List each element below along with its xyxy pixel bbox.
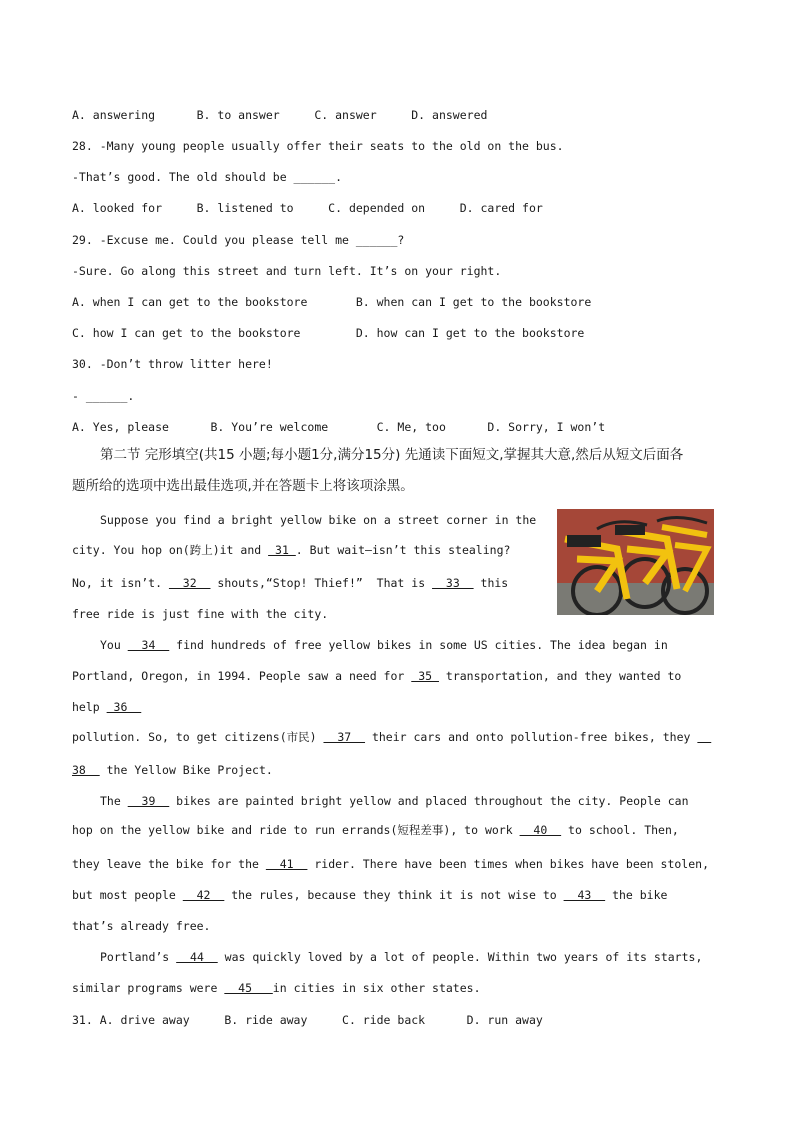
q28-options: A. looked for B. listened to C. depended on D. cared for [72, 201, 543, 215]
section-instructions: 题所给的选项中选出最佳选项,并在答题卡上将该项涂黑。 [72, 478, 414, 494]
passage-line: they leave the bike for the 41 rider. There have been times when bikes have been stolen, [72, 857, 709, 871]
passage-line: No, it isn’t. 32 shouts,“Stop! Thief!” That is 33 this [72, 576, 509, 590]
q27-options: A. answering B. to answer C. answer D. answered [72, 108, 488, 122]
passage-line: Portland, Oregon, in 1994. People saw a need for 35 transportation, and they wanted to [72, 669, 682, 683]
passage-line: that’s already free. [72, 919, 211, 933]
passage-line: similar programs were 45 in cities in six other states. [72, 981, 481, 995]
passage-line: city. You hop on(跨上)it and 31 . But wait—isn’t this stealing? [72, 543, 511, 557]
blank-34: 34 [127, 638, 170, 652]
yellow-bike-photo [557, 509, 714, 615]
blank-31: 31 [268, 543, 296, 557]
q29-options-ab: A. when I can get to the bookstore B. when can I get to the bookstore [72, 295, 592, 309]
passage-line: pollution. So, to get citizens(市民) 37 their cars and onto pollution-free bikes, they [72, 729, 711, 745]
q30-options: A. Yes, please B. You’re welcome C. Me, too D. Sorry, I won’t [72, 420, 606, 434]
blank-45: 45 [224, 981, 273, 995]
passage-line: help 36 [72, 700, 142, 714]
blank-43: 43 [563, 888, 606, 902]
blank-44: 44 [176, 950, 218, 964]
blank-42: 42 [182, 888, 225, 902]
passage-line: Portland’s 44 was quickly loved by a lot of people. Within two years of its starts, [100, 950, 703, 964]
section-heading: 第二节 完形填空(共15 小题;每小题1分,满分15分) 先通读下面短文,掌握其大意,然后从短文后面各 [100, 447, 684, 463]
passage-line: Suppose you find a bright yellow bike on a street corner in the [100, 513, 537, 527]
bike-illustration [557, 509, 714, 615]
q29-options-cd: C. how I can get to the bookstore D. how can I get to the bookstore [72, 326, 585, 340]
passage-line: The 39 bikes are painted bright yellow and placed throughout the city. People can [100, 794, 689, 808]
blank-33: 33 [432, 576, 474, 590]
passage-line: but most people 42 the rules, because they think it is not wise to 43 the bike [72, 888, 668, 902]
q29-stem: 29. -Excuse me. Could you please tell me ______? [72, 233, 405, 247]
blank-39: 39 [127, 794, 170, 808]
passage-line: hop on the yellow bike and ride to run errands(短程差事), to work 40 to school. Then, [72, 823, 679, 837]
q28-reply: -That’s good. The old should be ______. [72, 170, 343, 184]
passage-line: 38 the Yellow Bike Project. [72, 763, 273, 777]
q30-reply: - ______. [72, 389, 135, 403]
q31-options: 31. A. drive away B. ride away C. ride back D. run away [72, 1013, 543, 1027]
blank-35: 35 [411, 669, 439, 683]
blank-40: 40 [519, 823, 562, 837]
blank-32: 32 [168, 576, 211, 590]
q29-reply: -Sure. Go along this street and turn left. It’s on your right. [72, 264, 502, 278]
blank-38-start [697, 730, 711, 744]
q30-stem: 30. -Don’t throw litter here! [72, 357, 273, 371]
blank-37: 37 [323, 730, 366, 744]
blank-41: 41 [265, 857, 308, 871]
blank-38: 38 [72, 763, 100, 777]
blank-36: 36 [106, 700, 142, 714]
passage-line: free ride is just fine with the city. [72, 607, 329, 621]
passage-line: You 34 find hundreds of free yellow bikes in some US cities. The idea began in [100, 638, 668, 652]
q28-stem: 28. -Many young people usually offer their seats to the old on the bus. [72, 139, 564, 153]
